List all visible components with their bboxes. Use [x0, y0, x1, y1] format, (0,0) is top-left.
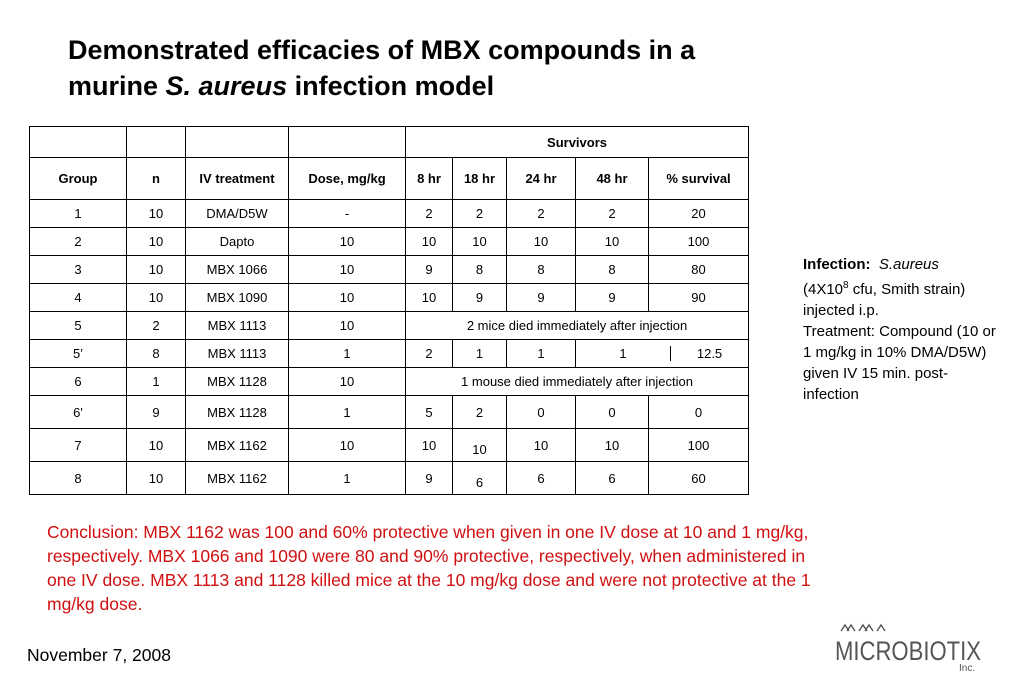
header-18hr: 18 hr — [453, 158, 507, 200]
cell-24hr: 1 — [507, 340, 576, 368]
cell-iv-treatment: MBX 1162 — [186, 429, 289, 462]
cell-18hr-value: 6 — [475, 474, 484, 490]
title-line-1: Demonstrated efficacies of MBX compounds in a — [68, 35, 696, 65]
table-row — [30, 368, 749, 396]
cell-48hr: 0 — [576, 396, 649, 429]
cell-48hr: 8 — [576, 256, 649, 284]
cell-18hr: 8 — [453, 256, 507, 284]
cell-group: 1 — [30, 200, 127, 228]
cell-n: 1 — [127, 368, 186, 396]
infection-label: Infection: — [803, 256, 871, 273]
cell-group: 7 — [30, 429, 127, 462]
header-8hr: 8 hr — [406, 158, 453, 200]
cell-percent-survival: 90 — [649, 284, 749, 312]
cell-dose: 10 — [289, 312, 406, 340]
survival-table — [29, 126, 749, 495]
header-iv-treatment: IV treatment — [186, 158, 289, 200]
infection-inoculum-post: cfu, Smith strain) injected i.p. — [803, 281, 966, 319]
cell-percent-survival: 12.5 — [670, 346, 748, 361]
survivors-header: Survivors — [406, 127, 749, 158]
cell-percent-survival: 0 — [649, 396, 749, 429]
cell-48hr: 10 — [576, 429, 649, 462]
cell-18hr — [453, 462, 507, 495]
table-row — [30, 200, 749, 228]
cell-n: 8 — [127, 340, 186, 368]
cell-iv-treatment: MBX 1128 — [186, 368, 289, 396]
cell-percent-survival: 20 — [649, 200, 749, 228]
cell-24hr: 8 — [507, 256, 576, 284]
cell-8hr: 10 — [406, 228, 453, 256]
infection-inoculum-pre: (4X10 — [803, 281, 844, 298]
cell-48hr: 2 — [576, 200, 649, 228]
table-row — [30, 462, 749, 495]
cell-dose: 10 — [289, 256, 406, 284]
cell-group: 8 — [30, 462, 127, 495]
cell-group: 5 — [30, 312, 127, 340]
cell-dose: 10 — [289, 368, 406, 396]
cell-group: 2 — [30, 228, 127, 256]
cell-8hr: 2 — [406, 200, 453, 228]
cell-48hr: 10 — [576, 228, 649, 256]
cell-24hr: 10 — [507, 429, 576, 462]
cell-24hr: 6 — [507, 462, 576, 495]
cell-dose: 10 — [289, 228, 406, 256]
cell-dose: 1 — [289, 396, 406, 429]
cell-48hr: 1 — [619, 346, 627, 361]
microbiotix-logo — [833, 622, 983, 674]
cell-percent-survival: 60 — [649, 462, 749, 495]
cell-iv-treatment: MBX 1066 — [186, 256, 289, 284]
table-header-survivors-row — [30, 127, 749, 158]
cell-18hr: 10 — [453, 228, 507, 256]
cell-24hr: 9 — [507, 284, 576, 312]
table-row — [30, 396, 749, 429]
title-line-2 — [68, 68, 828, 104]
cell-group: 6' — [30, 396, 127, 429]
header-percent-survival: % survival — [649, 158, 749, 200]
cell-percent-survival: 100 — [649, 429, 749, 462]
cell-dose: 1 — [289, 340, 406, 368]
header-dose: Dose, mg/kg — [289, 158, 406, 200]
infection-exponent: 8 — [843, 280, 849, 291]
cell-24hr: 10 — [507, 228, 576, 256]
cell-iv-treatment: MBX 1162 — [186, 462, 289, 495]
treatment-description: Treatment: Compound (10 or 1 mg/kg in 10% DMA/D5W) given IV 15 min. post-infection — [803, 323, 996, 403]
table-header-row — [30, 158, 749, 200]
header-48hr: 48 hr — [576, 158, 649, 200]
title-line-2-post: infection model — [287, 71, 495, 101]
cell-48hr: 6 — [576, 462, 649, 495]
cell-group: 4 — [30, 284, 127, 312]
infection-note — [803, 254, 998, 405]
cell-8hr: 5 — [406, 396, 453, 429]
logo-wordmark: MICROBIOTIX — [835, 636, 981, 666]
table-row — [30, 284, 749, 312]
cell-8hr: 9 — [406, 256, 453, 284]
cell-dose: 1 — [289, 462, 406, 495]
cell-n: 10 — [127, 256, 186, 284]
infection-organism: S.aureus — [878, 256, 939, 273]
cell-18hr: 2 — [453, 396, 507, 429]
cell-percent-survival: 80 — [649, 256, 749, 284]
cell-24hr: 2 — [507, 200, 576, 228]
cell-note: 2 mice died immediately after injection — [406, 312, 749, 340]
header-n: n — [127, 158, 186, 200]
cell-n: 10 — [127, 462, 186, 495]
cell-8hr: 10 — [406, 429, 453, 462]
table-row — [30, 228, 749, 256]
cell-n: 10 — [127, 429, 186, 462]
logo-inc: Inc. — [959, 663, 976, 674]
table-row — [30, 340, 749, 368]
cell-18hr-value: 10 — [472, 441, 487, 457]
cell-n: 10 — [127, 284, 186, 312]
conclusion-text: Conclusion: MBX 1162 was 100 and 60% protective when given in one IV dose at 10 and 1 mg/kg, respectively. MBX 1066 and 1090 were 80 and 90% protective, respectively, when administered in one IV dose. MBX 1113 and 1128 killed mice at the 10 mg/kg dose and were not protective at the 1 mg/kg dose. — [47, 522, 811, 614]
cell-note: 1 mouse died immediately after injection — [406, 368, 749, 396]
cell-18hr: 2 — [453, 200, 507, 228]
cell-dose: - — [289, 200, 406, 228]
table-row — [30, 256, 749, 284]
cell-8hr: 10 — [406, 284, 453, 312]
cell-48hr: 9 — [576, 284, 649, 312]
cell-n: 2 — [127, 312, 186, 340]
cell-iv-treatment: MBX 1090 — [186, 284, 289, 312]
date-footer: November 7, 2008 — [27, 645, 171, 665]
title-organism: S. aureus — [165, 71, 288, 101]
cell-percent-survival: 100 — [649, 228, 749, 256]
cell-n: 10 — [127, 200, 186, 228]
header-24hr: 24 hr — [507, 158, 576, 200]
cell-48hr-and-survival — [576, 340, 749, 368]
cell-iv-treatment: MBX 1113 — [186, 340, 289, 368]
cell-dose: 10 — [289, 284, 406, 312]
cell-n: 10 — [127, 228, 186, 256]
cell-8hr: 2 — [406, 340, 453, 368]
cell-iv-treatment: DMA/D5W — [186, 200, 289, 228]
table-row — [30, 429, 749, 462]
cell-n: 9 — [127, 396, 186, 429]
slide-title — [68, 32, 828, 104]
cell-18hr: 1 — [453, 340, 507, 368]
cell-group: 6 — [30, 368, 127, 396]
header-group: Group — [30, 158, 127, 200]
cell-dose: 10 — [289, 429, 406, 462]
table-row — [30, 312, 749, 340]
cell-24hr: 0 — [507, 396, 576, 429]
title-line-2-pre: murine — [68, 71, 166, 101]
cell-group: 3 — [30, 256, 127, 284]
cell-8hr: 9 — [406, 462, 453, 495]
cell-18hr — [453, 429, 507, 462]
cell-group: 5’ — [30, 340, 127, 368]
cell-iv-treatment: MBX 1113 — [186, 312, 289, 340]
cell-18hr: 9 — [453, 284, 507, 312]
cell-iv-treatment: Dapto — [186, 228, 289, 256]
cell-iv-treatment: MBX 1128 — [186, 396, 289, 429]
